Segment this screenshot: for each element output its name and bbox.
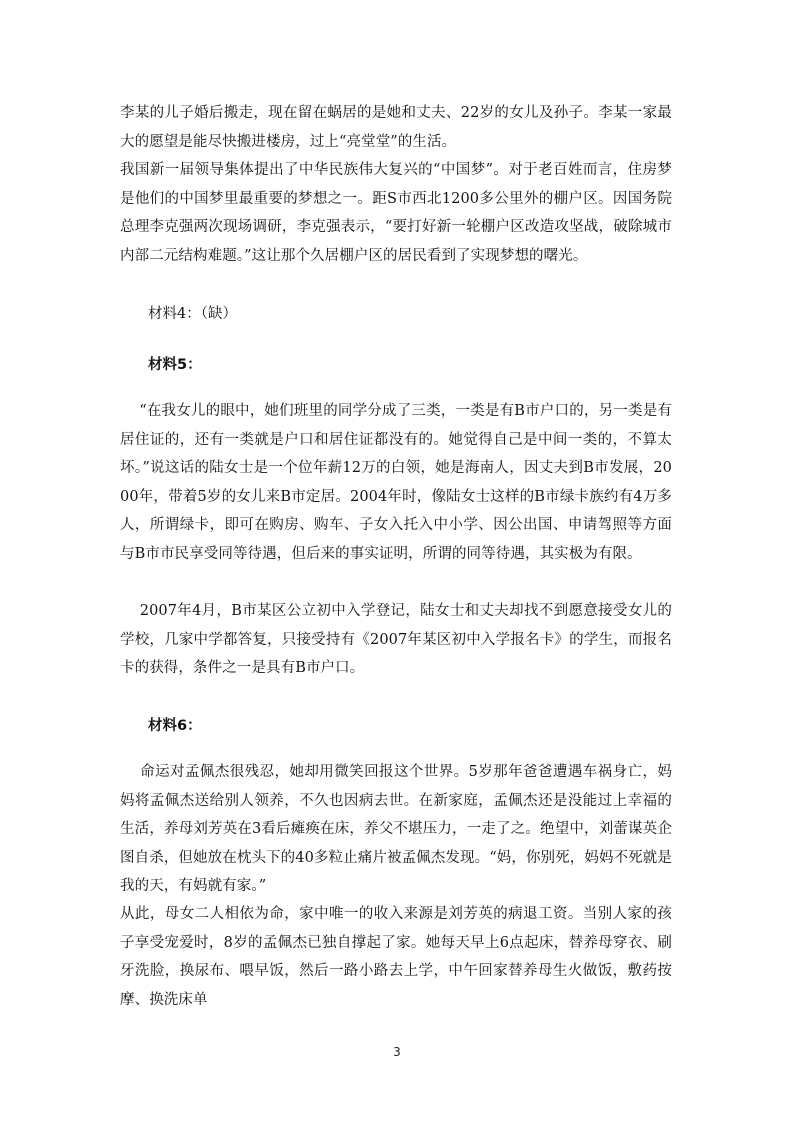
material-5-heading: 材料5： xyxy=(148,357,202,373)
paragraph-china-dream: 我国新一届领导集体提出了中华民族伟大复兴的“中国梦”。对于老百姓而言，住房梦是他们的中国梦里最重要的梦想之一。距S市西北1200多公里外的棚户区。因国务院总理李克强两次现场调研，李克强表示，“要打好新一轮棚户区改造攻坚战，破除城市内部二元结构难题。”这让那个久居棚户区的居民看到了实现梦想的曙光。 xyxy=(120,162,672,264)
material-6-heading: 材料6： xyxy=(148,718,202,734)
paragraph-mother-daughter: 从此，母女二人相依为命，家中唯一的收入来源是刘芳英的病退工资。当别人家的孩子享受宠爱时，8岁的孟佩杰已独自撑起了家。她每天早上6点起床，替养母穿衣、刷牙洗脸，换尿布、喂早饭，然后一路小路去上学，中午回家替养母生火做饭，敷药按摩、换洗床单 xyxy=(120,906,672,1008)
paragraph-school-registration: 2007年4月，B市某区公立初中入学登记，陆女士和丈夫却找不到愿意接受女儿的学校，几家中学都答复，只接受持有《2007年某区初中入学报名卡》的学生，而报名卡的获得，条件之一是具有B市户口。 xyxy=(120,603,672,676)
paragraph-lu-daughter: “在我女儿的眼中，她们班里的同学分成了三类，一类是有B市户口的，另一类是有居住证的，还有一类就是户口和居住证都没有的。她觉得自己是中间一类的，不算太坏。”说这话的陆女士是一个位年薪12万的白领，她是海南人，因丈夫到B市发展，2000年，带着5岁的女儿来B市定居。2004年时，像陆女士这样的B市绿卡族约有4万多人，所谓绿卡，即可在购房、购车、子女入托入中小学、因公出国、申请驾照等方面与B市市民享受同等待遇，但后来的事实证明，所谓的同等待遇，其实极为有限。 xyxy=(120,403,673,562)
material-4-label: 材料4：（缺） xyxy=(148,306,237,322)
page-number: 3 xyxy=(393,1045,401,1059)
paragraph-meng-peijie: 命运对孟佩杰很残忍，她却用微笑回报这个世界。5岁那年爸爸遭遇车祸身亡，妈妈将孟佩杰送给别人领养，不久也因病去世。在新家庭，孟佩杰还是没能过上幸福的生活，养母刘芳英在3看后瘫痪在床，养父不堪压力，一走了之。绝望中，刘蕾谋英企图自杀，但她放在枕头下的40多粒止痛片被孟佩杰发现。“妈，你别死，妈妈不死就是我的天，有妈就有家。” xyxy=(120,764,672,894)
paragraph-li-family: 李某的儿子婚后搬走，现在留在蜗居的是她和丈夫、22岁的女儿及孙子。李某一家最大的愿望是能尽快搬进楼房，过上“亮堂堂”的生活。 xyxy=(120,105,672,150)
